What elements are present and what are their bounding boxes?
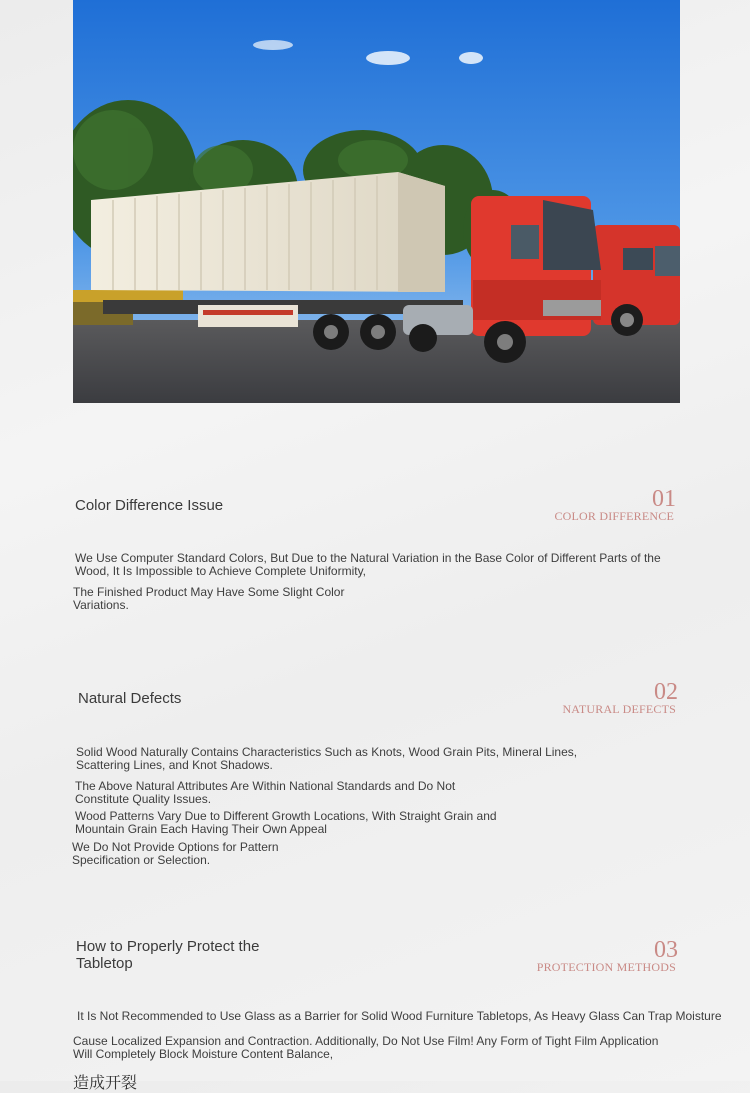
section-subtitle: PROTECTION METHODS bbox=[536, 960, 676, 974]
paragraph: Wood Patterns Vary Due to Different Growth Locations, With Straight Grain and Mountain Grain Each Having Their Own Appeal bbox=[75, 809, 497, 836]
paragraph: The Finished Product May Have Some Slight Color Variations. bbox=[73, 585, 345, 612]
paragraph: Solid Wood Naturally Contains Characteristics Such as Knots, Wood Grain Pits, Mineral Lines, Scattering Lines, and Knot Shadows. bbox=[76, 745, 578, 772]
section-number: 03 bbox=[654, 937, 678, 963]
section-number: 01 bbox=[652, 486, 676, 512]
section-title: Color Difference Issue bbox=[75, 497, 224, 514]
paragraph: It Is Not Recommended to Use Glass as a Barrier for Solid Wood Furniture Tabletops, As Heavy Glass Can Trap Moisture bbox=[77, 1009, 722, 1023]
paragraph: We Do Not Provide Options for Pattern Specification or Selection. bbox=[72, 840, 279, 867]
paragraph: We Use Computer Standard Colors, But Due to the Natural Variation in the Base Color of Different Parts of the Wood, It Is Impossible to Achieve Complete Uniformity, bbox=[75, 551, 661, 578]
section-title: Natural Defects bbox=[78, 690, 182, 707]
hero-photo bbox=[73, 0, 680, 403]
paragraph: Cause Localized Expansion and Contraction. Additionally, Do Not Use Film! Any Form of Tight Film Application Will Completely Block Moisture Content Balance, bbox=[73, 1034, 659, 1061]
section-number: 02 bbox=[654, 679, 678, 705]
section-subtitle: COLOR DIFFERENCE bbox=[554, 509, 674, 523]
section-title: How to Properly Protect the Tabletop bbox=[76, 938, 260, 972]
paragraph: The Above Natural Attributes Are Within National Standards and Do Not Constitute Quality Issues. bbox=[75, 779, 456, 806]
paragraph-cjk: 造成开裂 bbox=[73, 1073, 138, 1092]
truck-photo-illustration bbox=[73, 0, 680, 403]
section-subtitle: NATURAL DEFECTS bbox=[562, 702, 676, 716]
